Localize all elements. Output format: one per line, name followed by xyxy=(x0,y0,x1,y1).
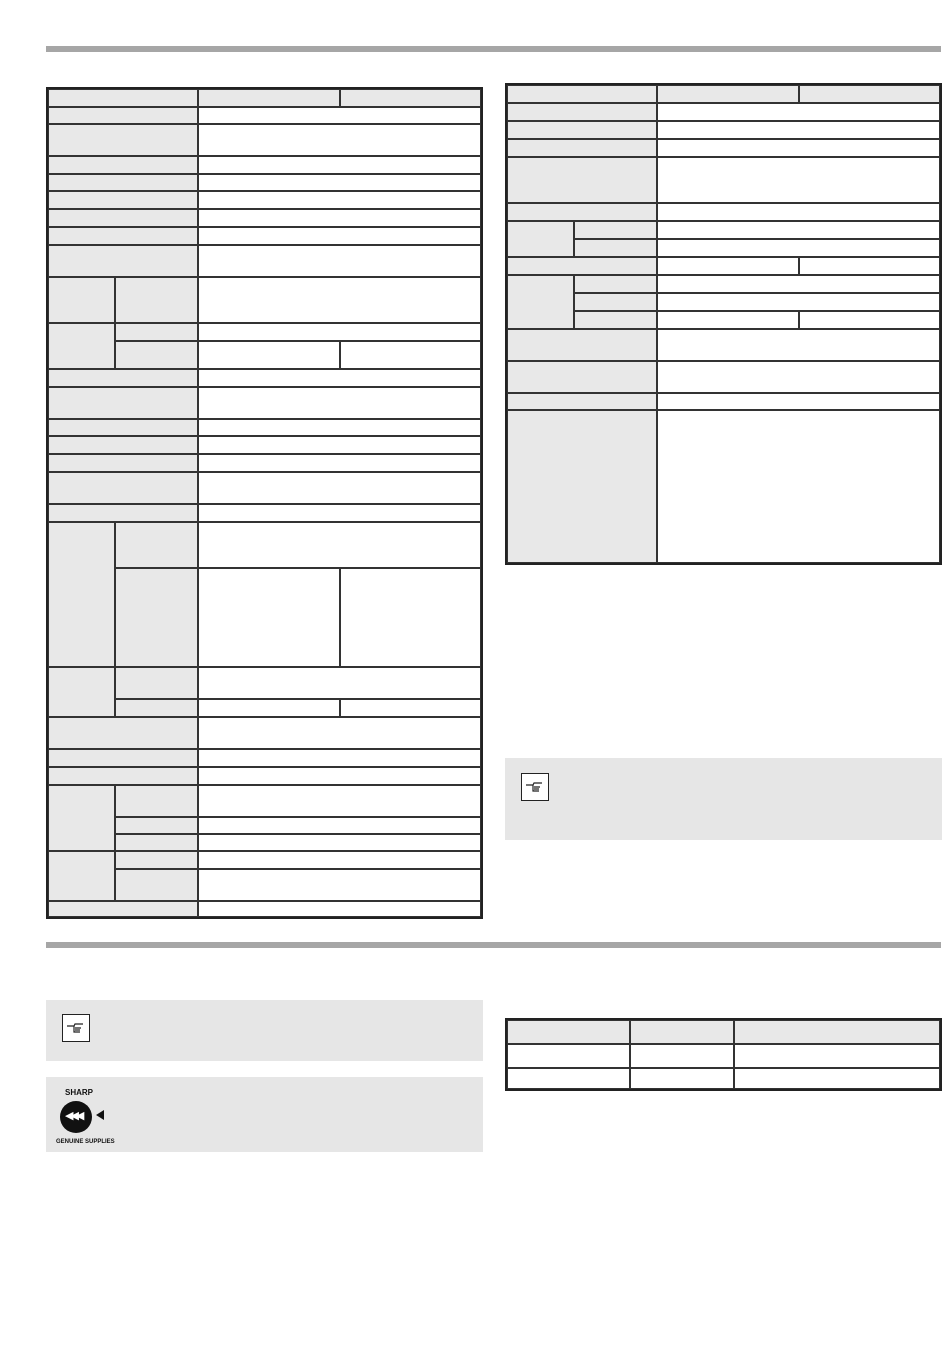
value-cell xyxy=(198,124,481,156)
label-cell xyxy=(48,245,198,277)
label-cell xyxy=(507,157,657,203)
value-cell xyxy=(198,699,340,717)
value-cell xyxy=(198,174,481,191)
logo-brand: SHARP xyxy=(65,1088,94,1097)
label-cell xyxy=(574,239,657,257)
value-cell xyxy=(507,1068,630,1089)
label-cell xyxy=(115,341,198,369)
label-cell xyxy=(48,901,198,917)
value-cell xyxy=(734,1068,940,1089)
value-cell xyxy=(198,749,481,767)
note-box-right xyxy=(505,758,942,840)
value-cell xyxy=(507,1044,630,1068)
label-cell xyxy=(48,369,198,387)
label-cell xyxy=(48,522,115,667)
value-cell xyxy=(340,341,481,369)
label-cell xyxy=(507,85,657,103)
label-cell xyxy=(574,221,657,239)
value-cell xyxy=(198,667,481,699)
label-cell xyxy=(48,667,115,717)
value-cell xyxy=(198,209,481,227)
value-cell xyxy=(198,156,481,174)
value-cell xyxy=(799,311,940,329)
value-cell xyxy=(198,869,481,901)
label-cell xyxy=(507,257,657,275)
label-cell xyxy=(507,221,574,257)
value-cell xyxy=(734,1044,940,1068)
label-cell xyxy=(48,472,198,504)
value-cell xyxy=(198,717,481,749)
label-cell xyxy=(115,568,198,667)
label-cell xyxy=(507,121,657,139)
label-cell xyxy=(734,1020,940,1044)
label-cell xyxy=(48,323,115,369)
sharp-genuine-supplies-logo xyxy=(56,1088,116,1148)
value-cell xyxy=(198,851,481,869)
value-cell xyxy=(198,227,481,245)
label-cell xyxy=(115,851,198,869)
label-cell xyxy=(48,209,198,227)
value-cell xyxy=(198,369,481,387)
value-cell xyxy=(198,901,481,917)
value-cell xyxy=(657,121,940,139)
value-cell xyxy=(630,1044,734,1068)
value-cell xyxy=(198,341,340,369)
label-cell xyxy=(115,277,198,323)
label-cell xyxy=(507,103,657,121)
value-cell xyxy=(340,568,481,667)
note-box-bottom xyxy=(46,1000,483,1061)
value-cell xyxy=(657,393,940,410)
value-cell xyxy=(657,329,940,361)
label-cell xyxy=(574,275,657,293)
specifications-table-right xyxy=(505,83,942,565)
label-cell xyxy=(48,227,198,245)
logo-disc-icon: ◀◀◀ xyxy=(60,1101,92,1133)
specifications-table-left xyxy=(46,87,483,919)
label-cell xyxy=(48,504,198,522)
value-cell xyxy=(657,311,799,329)
label-cell xyxy=(799,85,940,103)
label-cell xyxy=(115,785,198,817)
label-cell xyxy=(48,749,198,767)
supplies-table xyxy=(505,1018,942,1091)
value-cell xyxy=(657,157,940,203)
label-cell xyxy=(507,361,657,393)
value-cell xyxy=(198,568,340,667)
value-cell xyxy=(198,834,481,851)
label-cell xyxy=(507,410,657,563)
label-cell xyxy=(115,869,198,901)
label-cell xyxy=(48,436,198,454)
label-cell xyxy=(48,717,198,749)
value-cell xyxy=(657,410,940,563)
label-cell xyxy=(115,834,198,851)
label-cell xyxy=(115,817,198,834)
label-cell xyxy=(48,454,198,472)
value-cell xyxy=(657,293,940,311)
label-cell xyxy=(48,387,198,419)
label-cell xyxy=(115,699,198,717)
value-cell xyxy=(198,522,481,568)
value-cell xyxy=(657,275,940,293)
label-cell xyxy=(48,156,198,174)
label-cell xyxy=(48,89,198,107)
label-cell xyxy=(48,419,198,436)
label-cell xyxy=(507,203,657,221)
label-cell xyxy=(48,191,198,209)
label-cell xyxy=(48,767,198,785)
label-cell xyxy=(630,1020,734,1044)
value-cell xyxy=(198,277,481,323)
label-cell xyxy=(507,1020,630,1044)
value-cell xyxy=(799,257,940,275)
logo-arrow-icon xyxy=(96,1110,104,1120)
value-cell xyxy=(657,239,940,257)
label-cell xyxy=(507,393,657,410)
label-cell xyxy=(340,89,481,107)
value-cell xyxy=(198,245,481,277)
value-cell xyxy=(198,107,481,124)
value-cell xyxy=(657,139,940,157)
pointing-hand-icon xyxy=(521,773,549,801)
value-cell xyxy=(198,419,481,436)
label-cell xyxy=(574,311,657,329)
value-cell xyxy=(198,472,481,504)
value-cell xyxy=(657,361,940,393)
label-cell xyxy=(507,275,574,329)
label-cell xyxy=(48,277,115,323)
value-cell xyxy=(198,387,481,419)
value-cell xyxy=(657,257,799,275)
value-cell xyxy=(198,191,481,209)
section-rule-middle xyxy=(46,942,941,948)
label-cell xyxy=(198,89,340,107)
logo-caption: GENUINE SUPPLIES xyxy=(56,1139,115,1145)
value-cell xyxy=(630,1068,734,1089)
label-cell xyxy=(48,851,115,901)
value-cell xyxy=(657,221,940,239)
pointing-hand-icon xyxy=(62,1014,90,1042)
value-cell xyxy=(198,785,481,817)
label-cell xyxy=(507,139,657,157)
value-cell xyxy=(198,504,481,522)
value-cell xyxy=(198,323,481,341)
label-cell xyxy=(657,85,799,103)
label-cell xyxy=(574,293,657,311)
label-cell xyxy=(48,785,115,851)
value-cell xyxy=(340,699,481,717)
value-cell xyxy=(657,103,940,121)
section-rule-top xyxy=(46,46,941,52)
value-cell xyxy=(198,767,481,785)
label-cell xyxy=(48,107,198,124)
label-cell xyxy=(48,174,198,191)
label-cell xyxy=(48,124,198,156)
value-cell xyxy=(198,817,481,834)
label-cell xyxy=(115,667,198,699)
value-cell xyxy=(657,203,940,221)
label-cell xyxy=(115,323,198,341)
value-cell xyxy=(198,454,481,472)
label-cell xyxy=(115,522,198,568)
value-cell xyxy=(198,436,481,454)
label-cell xyxy=(507,329,657,361)
